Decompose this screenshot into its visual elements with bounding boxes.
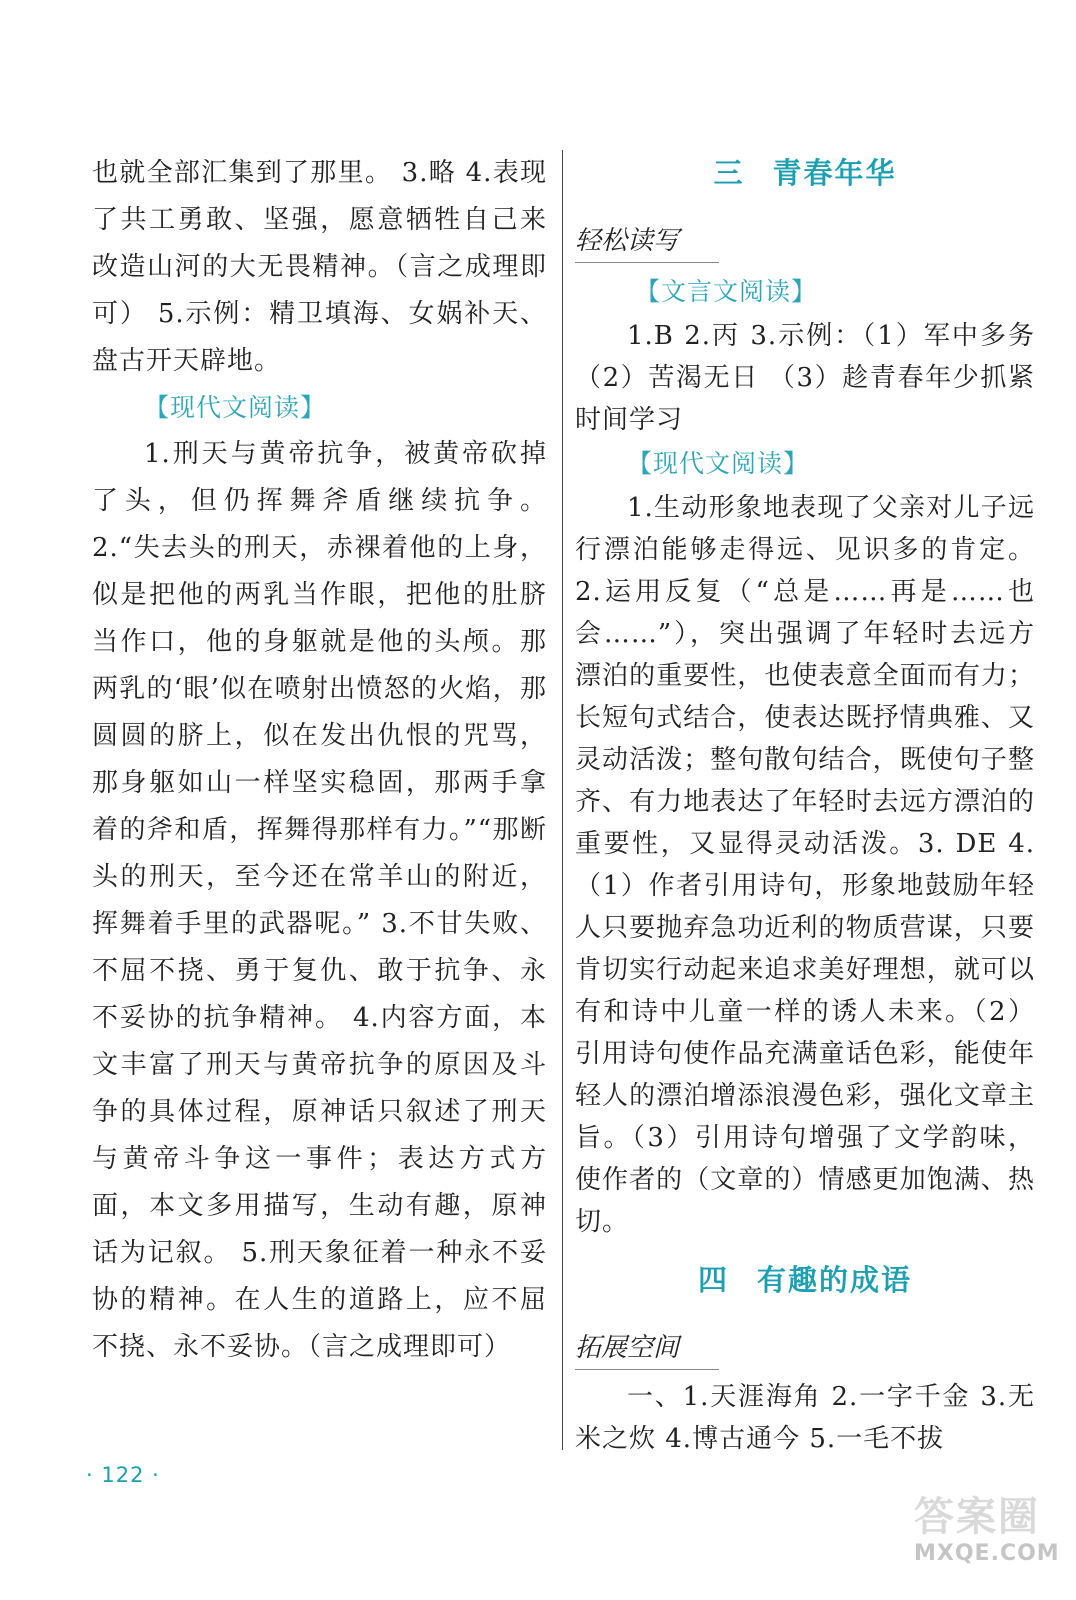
section-heading-3: [575, 150, 1035, 196]
section-number: 三: [713, 156, 745, 190]
answer-paragraph-classical: 1.B 2.丙 3.示例：（1）军中多务（2）苦渴无日 （3）趁青春年少抓紧时间学习: [575, 321, 1035, 435]
modern-reading-tag: 【现代文阅读】: [144, 393, 327, 422]
page-number: · 122 ·: [86, 1463, 160, 1487]
section-title: 有趣的成语: [757, 1263, 913, 1297]
subheading-expand-space: 拓展空间: [575, 1327, 719, 1370]
section-number: 四: [697, 1263, 729, 1297]
answer-paragraph-continued: 也就全部汇集到了那里。 3.略 4.表现了共工勇敢、坚强，愿意牺牲自己来改造山河的大无畏精神。（言之成理即可） 5.示例：精卫填海、女娲补天、盘古开天辟地。: [92, 158, 547, 376]
answer-paragraph-xingtian: 1.刑天与黄帝抗争，被黄帝砍掉了头，但仍挥舞斧盾继续抗争。 2.“失去头的刑天，赤裸着他的上身，似是把他的两乳当作眼，把他的肚脐当作口，他的身躯就是他的头颅。那两乳的‘眼’似在喷射出愤怒的火焰，那圆圆的脐上，似在发出仇恨的咒骂，那身躯如山一样坚实稳固，那两手拿着的斧和盾，挥舞得那样有力。”“那断头的刑天，至今还在常羊山的附近，挥舞着手里的武器呢。” 3.不甘失败、不屈不挠、勇于复仇、敢于抗争、永不妥协的抗争精神。 4.内容方面，本文丰富了刑天与黄帝抗争的原因及斗争的具体过程，原神话只叙述了刑天与黄帝斗争这一事件；表达方式方面，本文多用描写，生动有趣，原神话为记叙。 5.刑天象征着一种永不妥协的精神。在人生的道路上，应不屈不挠、永不妥协。（言之成理即可）: [92, 439, 547, 1362]
watermark-logo-url: MXQE.COM: [914, 1541, 1060, 1566]
modern-reading-tag: 【现代文阅读】: [627, 449, 810, 478]
watermark-logo-text: 答案圈: [914, 1494, 1040, 1540]
subheading-easy-reading: 轻松读写: [575, 220, 719, 263]
answer-paragraph-modern: 1.生动形象地表现了父亲对儿子远行漂泊能够走得远、见识多的肯定。 2.运用反复（“总是……再是……也会……”），突出强调了年轻时去远方漂泊的重要性，也使表意全面而有力；长短句式结合，使表达既抒情典雅、又灵动活泼；整句散句结合，既使句子整齐、有力地表达了年轻时去远方漂泊的重要性，又显得灵动活泼。3. DE 4.（1）作者引用诗句，形象地鼓励年轻人只要抛弃急功近利的物质营谋，只要肯切实行动起来追求美好理想，就可以有和诗中儿童一样的诱人未来。（2）引用诗句使作品充满童话色彩，能使年轻人的漂泊增添浪漫色彩，强化文章主旨。（3）引用诗句增强了文学韵味，使作者的（文章的）情感更加饱满、热切。: [575, 493, 1035, 1237]
left-column: [92, 150, 547, 1371]
classical-reading-tag: 【文言文阅读】: [635, 277, 818, 306]
section-heading-4: [575, 1257, 1035, 1303]
right-column: [575, 150, 1035, 1460]
section-title: 青春年华: [772, 156, 897, 190]
watermark-logo: [914, 1494, 1064, 1594]
answer-paragraph-idioms: 一、1.天涯海角 2.一字千金 3.无米之炊 4.博古通今 5.一毛不拔: [575, 1382, 1035, 1454]
column-divider: [562, 150, 563, 1450]
